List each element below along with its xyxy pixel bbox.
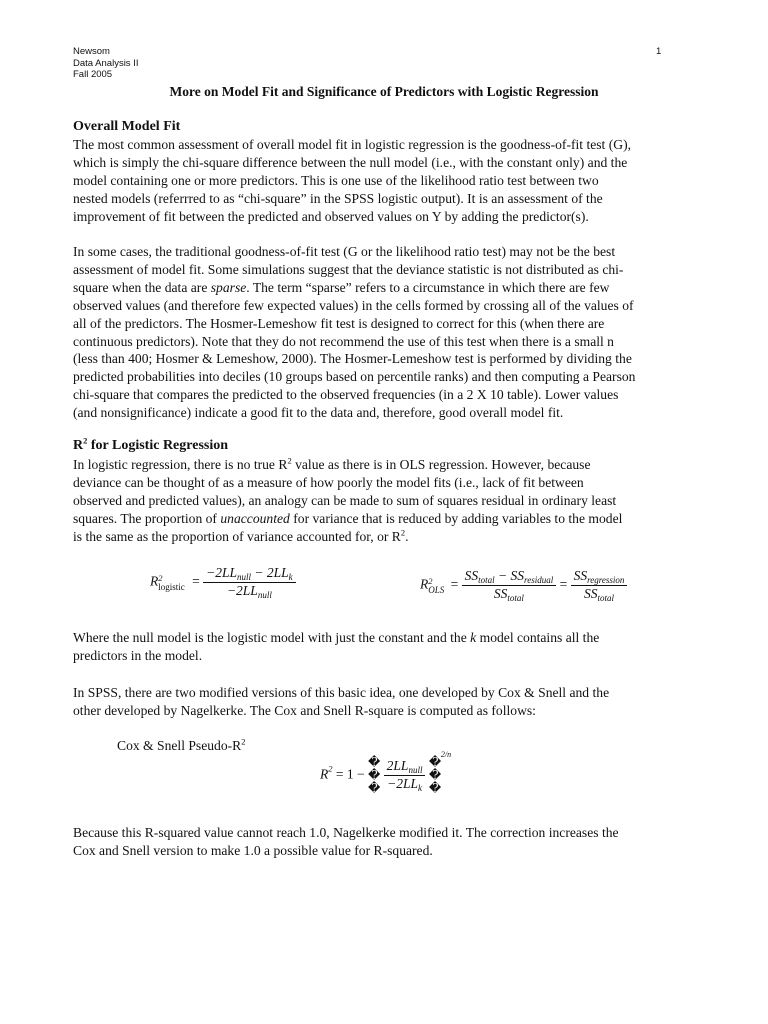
bracket-glyph-left-mid: � [367, 768, 381, 782]
equation-r2-logistic: R 2 logistic = $\frac{-2LL_{null} - 2LL_k}{-2LL_{null}}$ [150, 565, 296, 600]
section-heading-r2-logistic: $R^2$ for Logistic Regression [73, 435, 229, 453]
paragraph-overall-fit-1 [73, 136, 713, 226]
document-header [73, 46, 138, 81]
fraction-cox-snell: $\frac{2LL_{null}}{-2LL_k}$ [384, 758, 426, 793]
text-line: assessment of model fit. Some simulations suggest that the deviance statistic is not distributed as chi- [73, 261, 624, 277]
text-line: The most common assessment of overall model fit in logistic regression is the goodness-of-fit test (G), [73, 137, 631, 152]
emphasis-unaccounted: unaccounted [220, 510, 290, 526]
text-line: (and nonsignificance) indicate a good fit to the data and, therefore, good overall model fit. [73, 405, 564, 421]
paragraph-overall-fit-2 [73, 243, 713, 422]
header-author: Newsom [73, 46, 110, 57]
text-line: squares. The proportion of unaccounted for variance that is reduced by adding variables to the model [73, 510, 623, 526]
text-line: predicted probabilities into deciles (10 groups based on percentile ranks) and then computing a Pearson [73, 369, 636, 385]
section-heading-overall-model-fit: Overall Model Fit [73, 119, 181, 134]
text-line: In some cases, the traditional goodness-of-fit test (G or the likelihood ratio test) may not be the best [73, 244, 616, 259]
text-line: continuous predictors). Note that they do not recommend the use of this test when there is a small n [73, 333, 614, 349]
text-line: observed and predicted values), an analogy can be made to sum of squares residual in ordinary least [73, 492, 617, 508]
emphasis-k: k [470, 630, 477, 645]
emphasis-sparse: sparse [210, 279, 247, 295]
equation-cox-snell: $R^2 = 1$ − � � � $\frac{2LL_{null}}{-2LL_k}$ � � � 2/n [320, 750, 452, 795]
text-line: chi-square that compares the predicted to the observed frequencies (in a 2 X 10 table). Lower values [73, 387, 619, 403]
text-line: square when the data are sparse. The term “sparse” refers to a circumstance in which there are few [73, 279, 610, 295]
text-line: which is simply the chi-square difference between the null model (i.e., with the constant only) and the [73, 154, 628, 170]
text-line: improvement of fit between the predicted and observed values on Y by adding the predictor(s). [73, 208, 589, 224]
fraction-r2-logistic: $\frac{-2LL_{null} - 2LL_k}{-2LL_{null}}$ [203, 565, 296, 600]
text-line: In SPSS, there are two modified versions of this basic idea, one developed by Cox & Snell and the [73, 685, 610, 700]
bracket-glyph-right-mid: � [428, 768, 442, 782]
paragraph-r2-4 [73, 824, 713, 860]
fraction-ss-ratio-2: $\frac{SS_{regression}}{SS_{total}}$ [571, 568, 628, 603]
text-line: Because this R-squared value cannot reach 1.0, Nagelkerke modified it. The correction increases the [73, 825, 619, 840]
paragraph-r2-1 [73, 456, 713, 546]
page-number: 1 [656, 46, 662, 57]
equation-r2-ols: R 2 OLS = $\frac{SS_{total} - SS_{residual}}{SS_{total}}$ = $\frac{SS_{regression}}{SS_{total}}$ [420, 568, 627, 603]
text-line: (less than 400; Hosmer & Lemeshow, 2000). The Hosmer-Lemeshow test is performed by dividing the [73, 351, 632, 367]
cox-snell-label: Cox & Snell Pseudo-$R^2$ [117, 736, 246, 753]
fraction-ss-ratio-1: $\frac{SS_{total} - SS_{residual}}{SS_{total}}$ [462, 568, 557, 603]
text-line: observed values (and therefore few expected values) in the cells formed by crossing all of the values of [73, 297, 634, 313]
text-line: other developed by Nagelkerke. The Cox and Snell R-square is computed as follows: [73, 702, 536, 718]
header-term: Fall 2005 [73, 69, 113, 80]
text-line: is the same as the proportion of variance accounted for, or $R^2$. [73, 527, 409, 544]
bracket-glyph-left-bot: � [367, 781, 381, 795]
text-line: Cox and Snell version to make 1.0 a possible value for R-squared. [73, 842, 433, 858]
text-line: deviance can be thought of as a measure of how poorly the model fits (i.e., lack of fit between [73, 474, 584, 490]
exponent-2-over-n: 2/n [440, 750, 452, 759]
header-course: Data Analysis II [73, 57, 139, 69]
text-line: predictors in the model. [73, 647, 203, 663]
text-line: all of the predictors. The Hosmer-Lemeshow fit test is designed to correct for this (when there are [73, 315, 605, 331]
paragraph-r2-2 [73, 629, 713, 665]
text-line: model containing one or more predictors. This is one use of the likelihood ratio test between two [73, 172, 599, 188]
text-line: Where the null model is the logistic model with just the constant and the k model contains all the [73, 630, 600, 645]
document-title: More on Model Fit and Significance of Predictors with Logistic Regression [169, 84, 599, 99]
bracket-glyph-left-top: � [367, 755, 381, 769]
text-line: In logistic regression, there is no true $R^2$ value as there is in OLS regression. However, because [73, 455, 591, 472]
paragraph-r2-3 [73, 684, 713, 720]
bracket-glyph-right-bot: � [428, 781, 442, 795]
text-line: nested models (referrred to as “chi-square” in the SPSS logistic output). It is an assessment of the [73, 190, 603, 206]
bracket-glyph-right-top: � [428, 755, 442, 769]
